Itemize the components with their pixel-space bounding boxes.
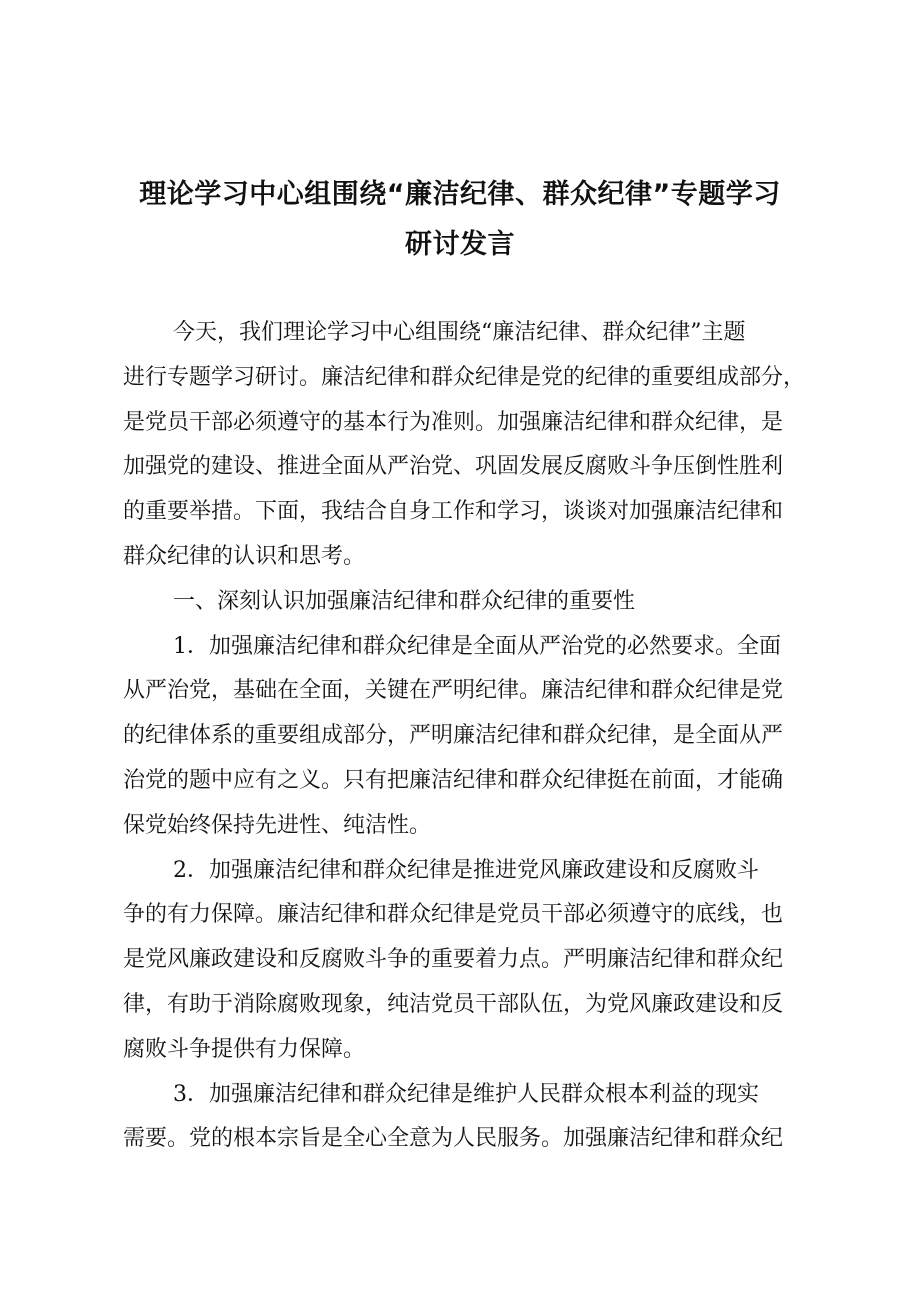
paragraph-line: 争的有力保障。廉洁纪律和群众纪律是党员干部必须遵守的底线，也 bbox=[123, 902, 784, 928]
paragraph-line: 腐败斗争提供有力保障。 bbox=[123, 1036, 366, 1062]
paragraph-line: 的纪律体系的重要组成部分，严明廉洁纪律和群众纪律，是全面从严 bbox=[123, 723, 784, 749]
paragraph-line: 2．加强廉洁纪律和群众纪律是推进党风廉政建设和反腐败斗 bbox=[173, 857, 759, 883]
paragraph-line: 3．加强廉洁纪律和群众纪律是维护人民群众根本利益的现实 bbox=[173, 1081, 759, 1107]
paragraph-line: 加强党的建设、推进全面从严治党、巩固发展反腐败斗争压倒性胜利 bbox=[123, 454, 784, 480]
paragraph-line: 需要。党的根本宗旨是全心全意为人民服务。加强廉洁纪律和群众纪 bbox=[123, 1126, 784, 1152]
paragraph-line: 进行专题学习研讨。廉洁纪律和群众纪律是党的纪律的重要组成部分， bbox=[123, 364, 806, 390]
paragraph-line: 是党风廉政建设和反腐败斗争的重要着力点。严明廉洁纪律和群众纪 bbox=[123, 947, 784, 973]
paragraph-line: 从严治党，基础在全面，关键在严明纪律。廉洁纪律和群众纪律是党 bbox=[123, 678, 784, 704]
paragraph-line: 群众纪律的认识和思考。 bbox=[123, 543, 366, 569]
paragraph-line: 律，有助于消除腐败现象，纯洁党员干部队伍，为党风廉政建设和反 bbox=[123, 991, 784, 1017]
paragraph-line: 今天，我们理论学习中心组围绕“廉洁纪律、群众纪律”主题 bbox=[173, 320, 746, 345]
paragraph-line: 治党的题中应有之义。只有把廉洁纪律和群众纪律挺在前面，才能确 bbox=[123, 767, 784, 793]
paragraph-line: 1．加强廉洁纪律和群众纪律是全面从严治党的必然要求。全面 bbox=[173, 633, 781, 659]
section-heading: 一、深刻认识加强廉洁纪律和群众纪律的重要性 bbox=[173, 588, 636, 614]
paragraph-line: 的重要举措。下面，我结合自身工作和学习，谈谈对加强廉洁纪律和 bbox=[123, 499, 784, 525]
document-title-line-1: 理论学习中心组围绕“廉洁纪律、群众纪律”专题学习 bbox=[139, 179, 781, 210]
paragraph-line: 保党始终保持先进性、纯洁性。 bbox=[123, 812, 432, 838]
document-title-line-2: 研讨发言 bbox=[405, 229, 515, 260]
paragraph-line: 是党员干部必须遵守的基本行为准则。加强廉洁纪律和群众纪律，是 bbox=[123, 409, 784, 435]
document-body bbox=[123, 311, 813, 1162]
